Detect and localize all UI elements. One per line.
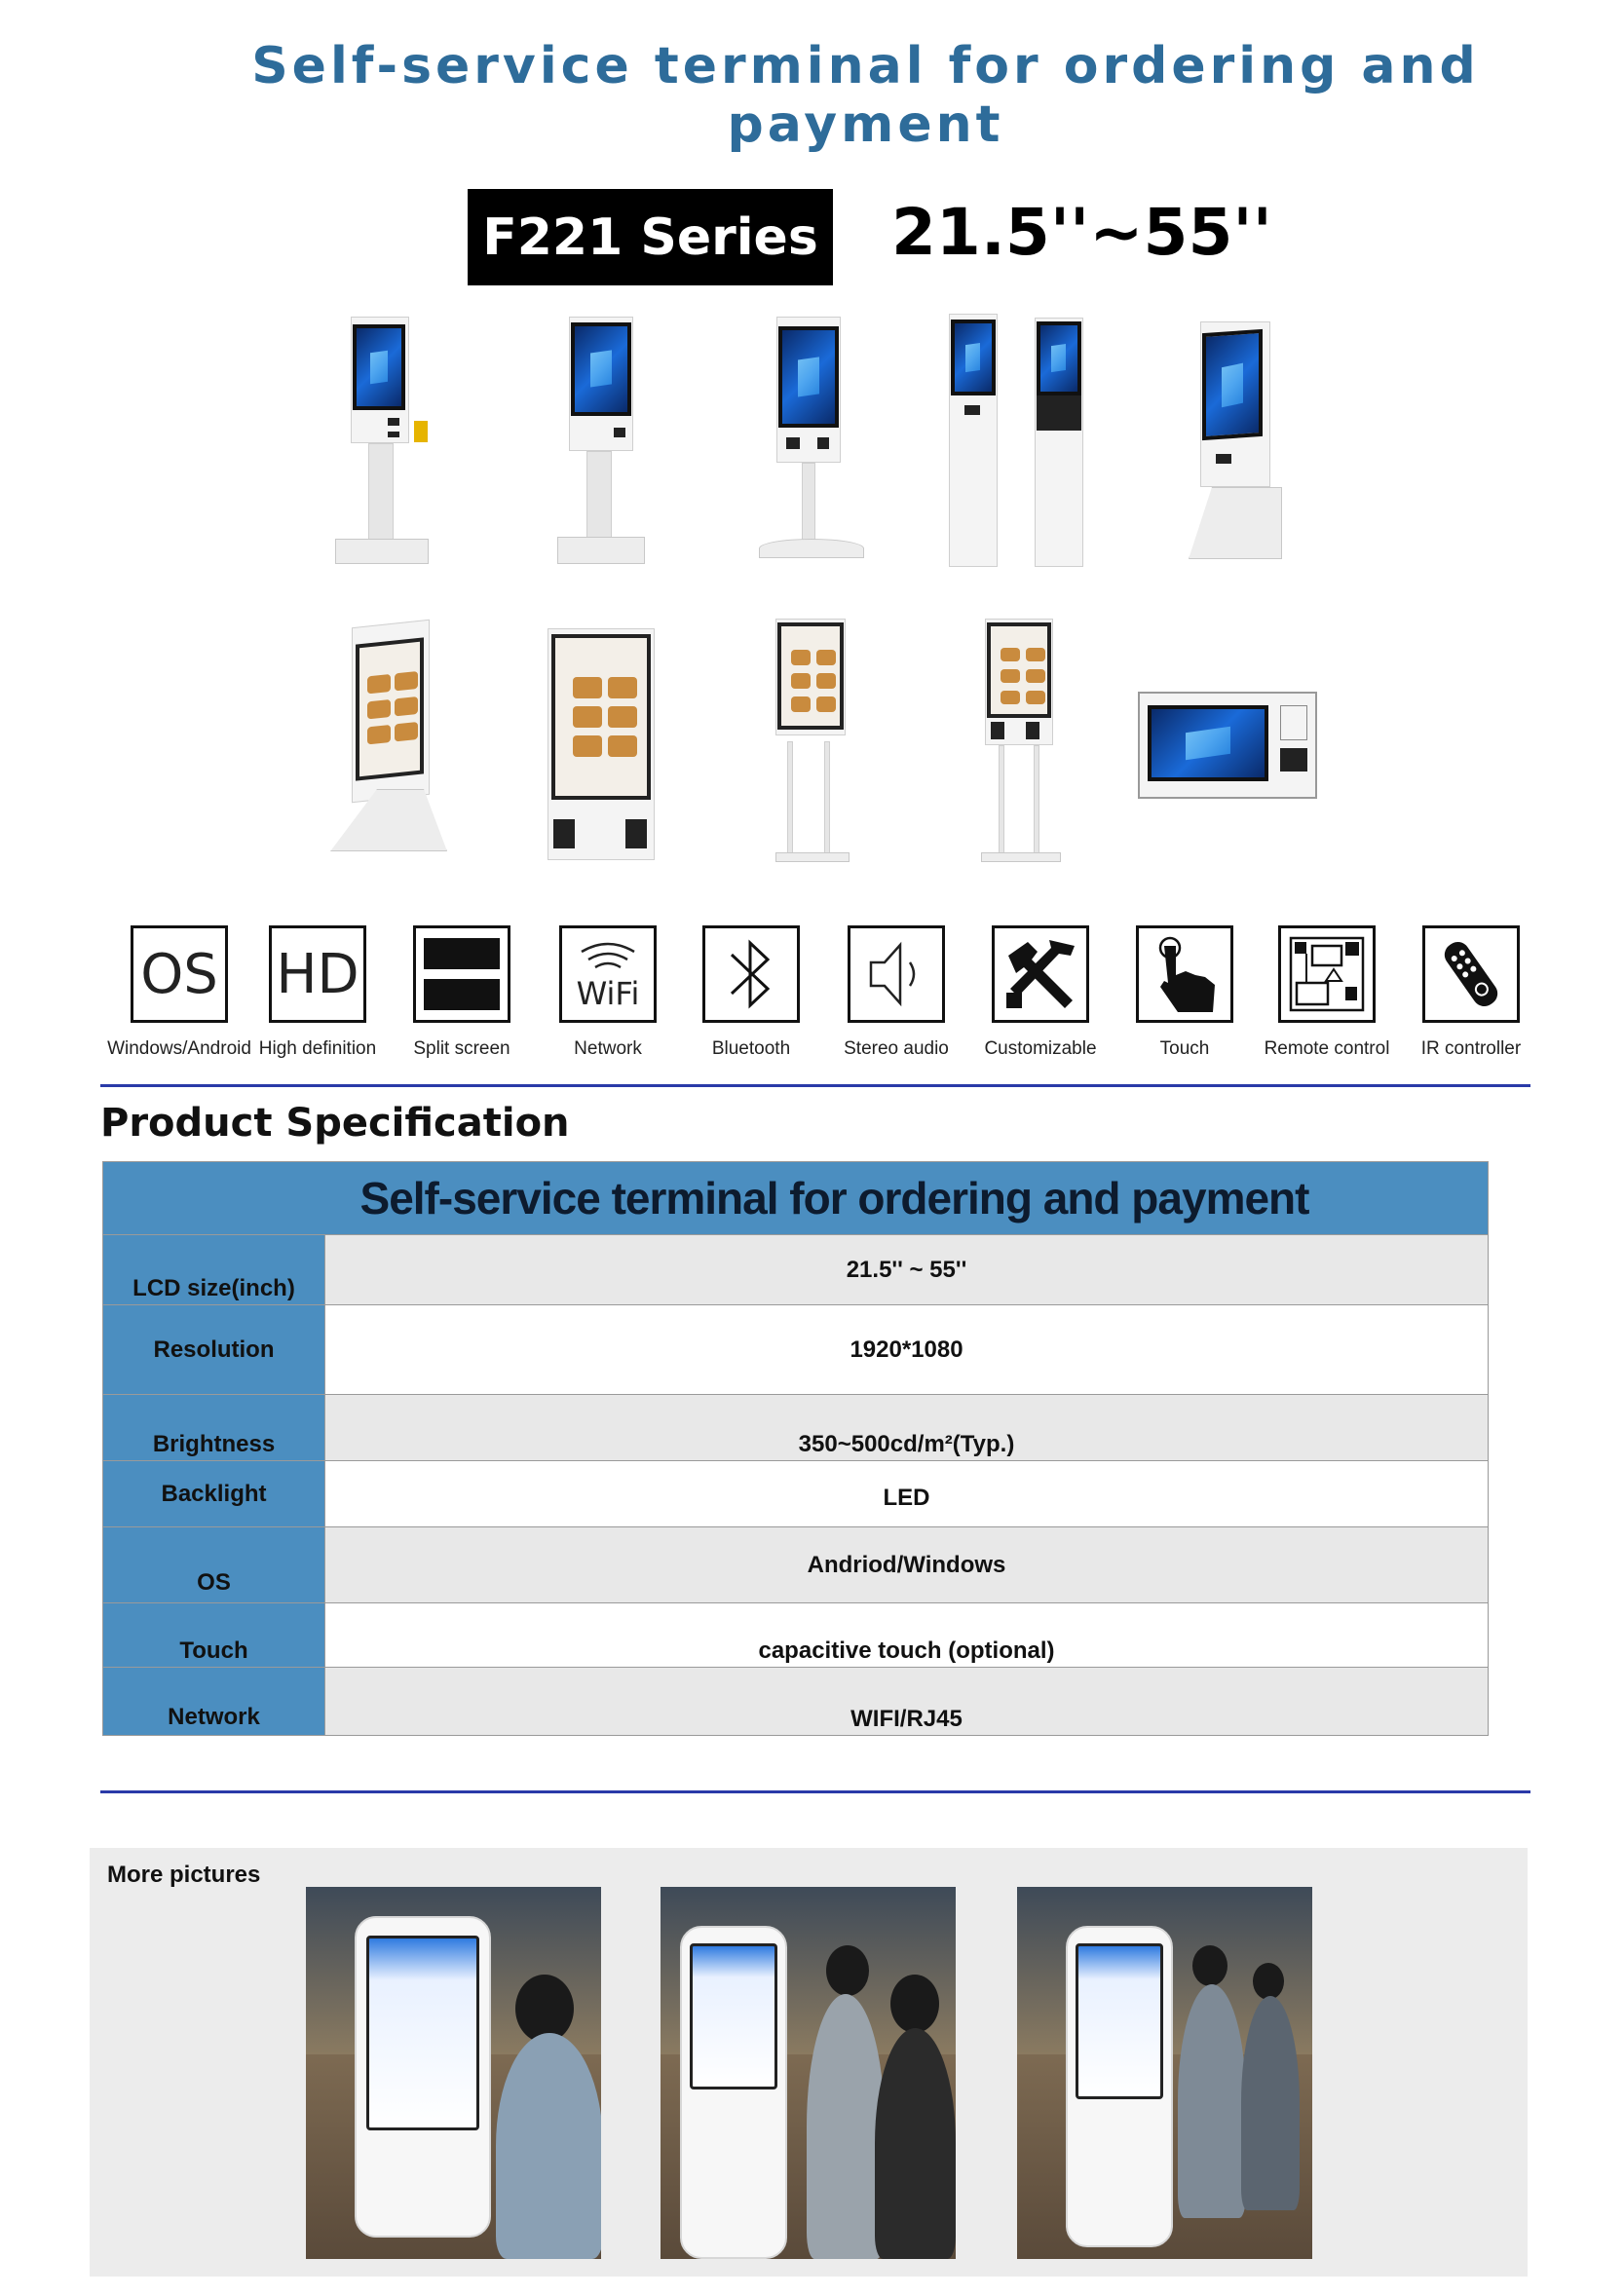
spec-value: Andriod/Windows [325, 1527, 1488, 1602]
feature-label: Windows/Android [107, 1038, 251, 1059]
feature-label: Touch [1159, 1038, 1210, 1059]
feature-split-screen [390, 925, 534, 1060]
touch-hand-icon [1136, 925, 1233, 1023]
kiosk-image [555, 317, 653, 570]
spec-row [103, 1394, 1488, 1460]
kiosk-image [945, 314, 1091, 572]
gallery-photo [1017, 1887, 1312, 2259]
spec-value: LED [325, 1461, 1488, 1526]
feature-label: High definition [258, 1038, 377, 1059]
spec-label: Backlight [103, 1461, 325, 1526]
bluetooth-icon [702, 925, 800, 1023]
spec-label: OS [103, 1527, 325, 1602]
spec-value: 21.5'' ~ 55'' [325, 1235, 1488, 1304]
feature-label: Remote control [1264, 1038, 1390, 1059]
kiosk-image [544, 628, 661, 862]
feature-label: Split screen [413, 1038, 510, 1059]
series-name-badge: F221 Series [468, 189, 833, 285]
feature-label: Network [574, 1038, 642, 1059]
spec-table [102, 1161, 1489, 1736]
spec-value: 1920*1080 [325, 1305, 1488, 1394]
speaker-icon [848, 925, 945, 1023]
tools-icon [992, 925, 1089, 1023]
spec-heading: Product Specification [100, 1101, 570, 1146]
feature-remote-control [1255, 925, 1399, 1060]
spec-label: Touch [103, 1603, 325, 1667]
kiosk-image [770, 619, 857, 867]
split-screen-icon [413, 925, 510, 1023]
spec-row [103, 1602, 1488, 1667]
spec-label: Brightness [103, 1395, 325, 1460]
feature-label: Customizable [984, 1038, 1097, 1059]
spec-row [103, 1460, 1488, 1526]
kiosk-image [979, 619, 1067, 867]
feature-label: Bluetooth [711, 1038, 791, 1059]
feature-touch [1113, 925, 1257, 1060]
ir-remote-icon [1422, 925, 1520, 1023]
feature-hd [245, 925, 390, 1060]
spec-table-title: Self-service terminal for ordering and payment [103, 1162, 1488, 1234]
spec-row [103, 1667, 1488, 1735]
spec-row [103, 1526, 1488, 1602]
feature-network [536, 925, 680, 1060]
kiosk-image [331, 317, 438, 570]
spec-row [103, 1304, 1488, 1394]
feature-os [107, 925, 251, 1060]
feature-stereo-audio [824, 925, 968, 1060]
spec-label: Network [103, 1668, 325, 1735]
kiosk-image [755, 317, 872, 570]
gallery-section [90, 1848, 1528, 2277]
feature-ir-controller [1399, 925, 1543, 1060]
gallery-photo [661, 1887, 956, 2259]
feature-customizable [968, 925, 1113, 1060]
spec-label: LCD size(inch) [103, 1235, 325, 1304]
spec-value: WIFI/RJ45 [325, 1668, 1488, 1735]
spec-row [103, 1234, 1488, 1304]
spec-value: 350~500cd/m²(Typ.) [325, 1395, 1488, 1460]
spec-label: Resolution [103, 1305, 325, 1394]
spec-value: capacitive touch (optional) [325, 1603, 1488, 1667]
kiosk-image [326, 623, 453, 857]
kiosk-image [1138, 692, 1318, 801]
page-title: Self-service terminal for ordering and payment [251, 37, 1480, 154]
remote-control-icon [1278, 925, 1376, 1023]
svg-text:WiFi: WiFi [576, 975, 640, 1012]
feature-bluetooth [679, 925, 823, 1060]
kiosk-image [1187, 321, 1284, 565]
feature-label: Stereo audio [844, 1038, 949, 1059]
wifi-icon [559, 925, 657, 1023]
section-divider [100, 1790, 1530, 1793]
gallery-title: More pictures [107, 1862, 261, 1888]
os-icon: OS [131, 925, 228, 1023]
hd-icon: HD [269, 925, 366, 1023]
section-divider [100, 1084, 1530, 1087]
feature-label: IR controller [1420, 1038, 1522, 1059]
size-range-text: 21.5''~55'' [891, 195, 1272, 270]
gallery-photo [306, 1887, 601, 2259]
